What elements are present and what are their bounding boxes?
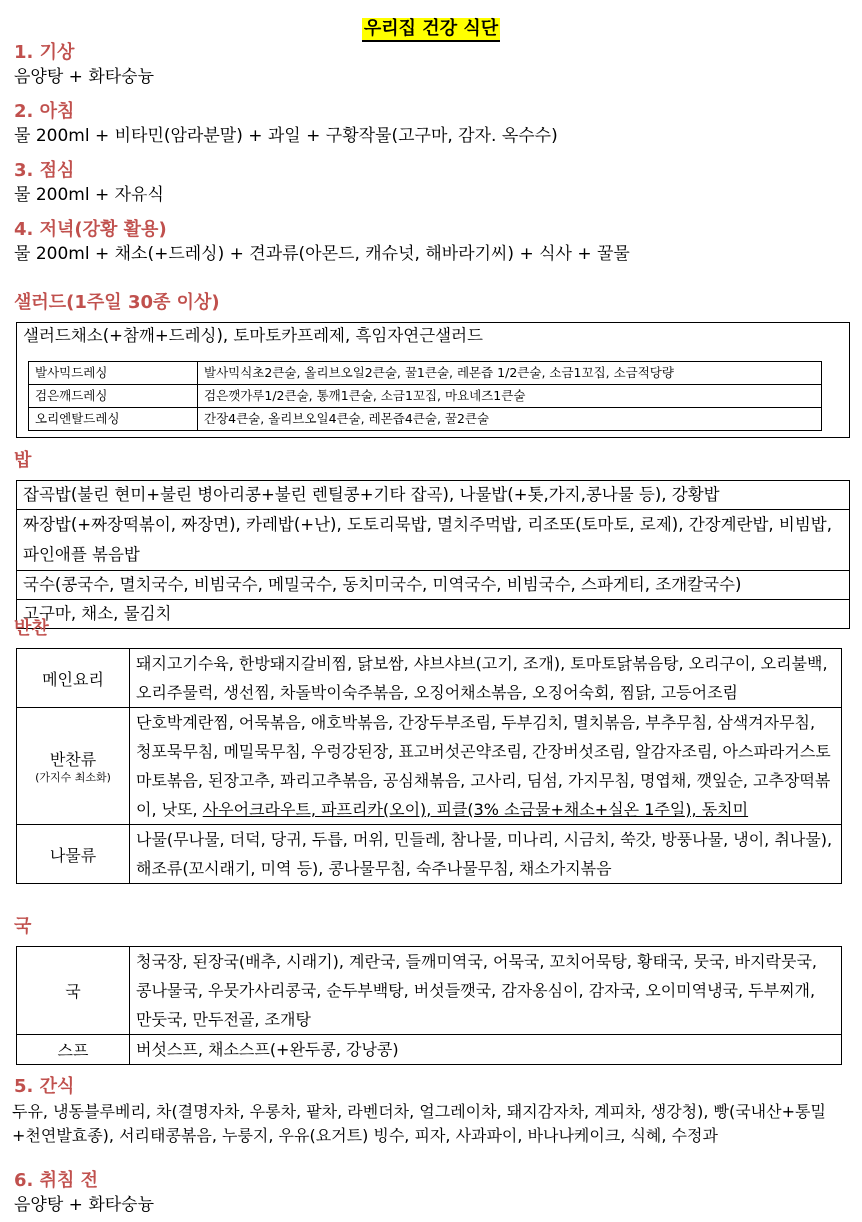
document-title: 우리집 건강 식단	[362, 18, 500, 42]
text-dinner: 물 200ml + 채소(+드레싱) + 견과류(아몬드, 캐슈넛, 해바라기씨) + 식사 + 꿀물	[14, 244, 630, 264]
text-namul: 나물(무나물, 더덕, 당귀, 두릅, 머위, 민들레, 참나물, 미나리, 시금치, 쑥갓, 방풍나물, 냉이, 취나물), 해조류(꼬시래기, 미역 등), 콩나물무침, 숙주나물무침, 채소가지볶음	[130, 825, 842, 884]
text-snack: 두유, 냉동블루베리, 차(결명자차, 우롱차, 팥차, 라벤더차, 얼그레이차, 돼지감자차, 계피차, 생강청), 빵(국내산+통밀+천연발효종), 서리태콩볶음, 누룽지, 우유(요거트) 빙수, 피자, 사과파이, 바나나케이크, 식혜, 수정과	[12, 1102, 826, 1145]
dressing-recipe: 검은깻가루1/2큰술, 통깨1큰술, 소금1꼬집, 마요네즈1큰술	[198, 385, 822, 408]
rice-row: 고구마, 채소, 물김치	[23, 604, 172, 623]
soup-table	[16, 946, 842, 1065]
text-wakeup: 음양탕 + 화타숭늉	[14, 67, 155, 87]
salad-items: 샐러드채소(+참깨+드레싱), 토마토카프레제, 흑임자연근샐러드	[23, 326, 483, 345]
title-wrap	[0, 18, 862, 42]
label-side-dish	[17, 708, 130, 825]
banchan-row	[17, 825, 842, 884]
label-namul: 나물류	[17, 825, 130, 884]
heading-banchan: 반찬	[14, 618, 49, 639]
text-breakfast: 물 200ml + 비타민(암라분말) + 과일 + 구황작물(고구마, 감자. 옥수수)	[14, 126, 558, 146]
heading-salad: 샐러드(1주일 30종 이상)	[14, 292, 220, 313]
heading-wakeup: 1. 기상	[14, 42, 75, 63]
text-stew: 버섯스프, 채소스프(+완두콩, 강낭콩)	[130, 1035, 842, 1065]
dressing-recipe: 발사믹식초2큰술, 올리브오일2큰술, 꿀1큰술, 레몬즙 1/2큰술, 소금1꼬집, 소금적당량	[198, 362, 822, 385]
heading-rice: 밥	[14, 450, 32, 471]
heading-dinner: 4. 저녁(강황 활용)	[14, 219, 167, 240]
soup-row	[17, 1035, 842, 1065]
heading-snack: 5. 간식	[14, 1076, 75, 1097]
side-dish-list: 단호박계란찜, 어묵볶음, 애호박볶음, 간장두부조림, 두부김치, 멸치볶음, 부추무침, 삼색겨자무침, 청포묵무침, 메밀묵무침, 우렁강된장, 표고버섯곤약조림, 간장버섯조림, 알감자조림, 아스파라거스토마토볶음, 된장고추, 꽈리고추볶음, 공심채볶음, 고사리, 딤섬, 가지무침, 명엽채, 깻잎순, 고추장떡볶이, 낫또,	[136, 713, 831, 819]
heading-soup: 국	[14, 916, 32, 937]
banchan-row	[17, 708, 842, 825]
label-side-dish-title: 반찬류	[49, 749, 97, 769]
side-dish-list-underlined: 사우어크라우트, 파프리카(오이), 피클(3% 소금물+채소+실온 1주일), 동치미	[202, 800, 749, 819]
heading-lunch: 3. 점심	[14, 160, 75, 181]
text-side-dish	[130, 708, 842, 825]
label-main-dish: 메인요리	[17, 649, 130, 708]
text-bedtime: 음양탕 + 화타숭늉	[14, 1195, 155, 1215]
text-soup: 청국장, 된장국(배추, 시래기), 계란국, 들깨미역국, 어묵국, 꼬치어묵탕, 황태국, 뭇국, 바지락뭇국, 콩나물국, 우뭇가사리콩국, 순두부백탕, 버섯들깻국, 감자옹심이, 감자국, 오이미역냉국, 두부찌개, 만둣국, 만두전골, 조개탕	[130, 947, 842, 1035]
heading-breakfast: 2. 아침	[14, 101, 75, 122]
label-stew: 스프	[17, 1035, 130, 1065]
rice-row: 짜장밥(+짜장떡볶이, 짜장면), 카레밥(+난), 도토리묵밥, 멸치주먹밥, 리조또(토마토, 로제), 간장계란밥, 비빔밥, 파인애플 볶음밥	[17, 510, 849, 571]
dressing-row	[29, 408, 822, 431]
dressing-table	[28, 361, 822, 431]
text-main-dish: 돼지고기수육, 한방돼지갈비찜, 닭보쌈, 샤브샤브(고기, 조개), 토마토닭볶음탕, 오리구이, 오리불백, 오리주물럭, 생선찜, 차돌박이숙주볶음, 오징어채소볶음, 오징어숙회, 찜닭, 고등어조림	[130, 649, 842, 708]
heading-bedtime: 6. 취침 전	[14, 1170, 99, 1191]
banchan-row	[17, 649, 842, 708]
dressing-row	[29, 362, 822, 385]
dressing-name: 검은깨드레싱	[29, 385, 198, 408]
banchan-table	[16, 648, 842, 884]
rice-row: 국수(콩국수, 멸치국수, 비빔국수, 메밀국수, 동치미국수, 미역국수, 비빔국수, 스파게티, 조개칼국수)	[17, 571, 849, 600]
label-side-dish-note: (가지수 최소화)	[35, 770, 111, 784]
label-soup: 국	[17, 947, 130, 1035]
soup-row	[17, 947, 842, 1035]
rice-row: 잡곡밥(불린 현미+불린 병아리콩+불린 렌틸콩+기타 잡곡), 나물밥(+톳,가지,콩나물 등), 강황밥	[17, 481, 849, 510]
dressing-name: 발사믹드레싱	[29, 362, 198, 385]
dressing-name: 오리엔탈드레싱	[29, 408, 198, 431]
text-lunch: 물 200ml + 자유식	[14, 185, 164, 205]
rice-box	[16, 480, 850, 629]
dressing-recipe: 간장4큰술, 올리브오일4큰술, 레몬즙4큰술, 꿀2큰술	[198, 408, 822, 431]
dressing-row	[29, 385, 822, 408]
